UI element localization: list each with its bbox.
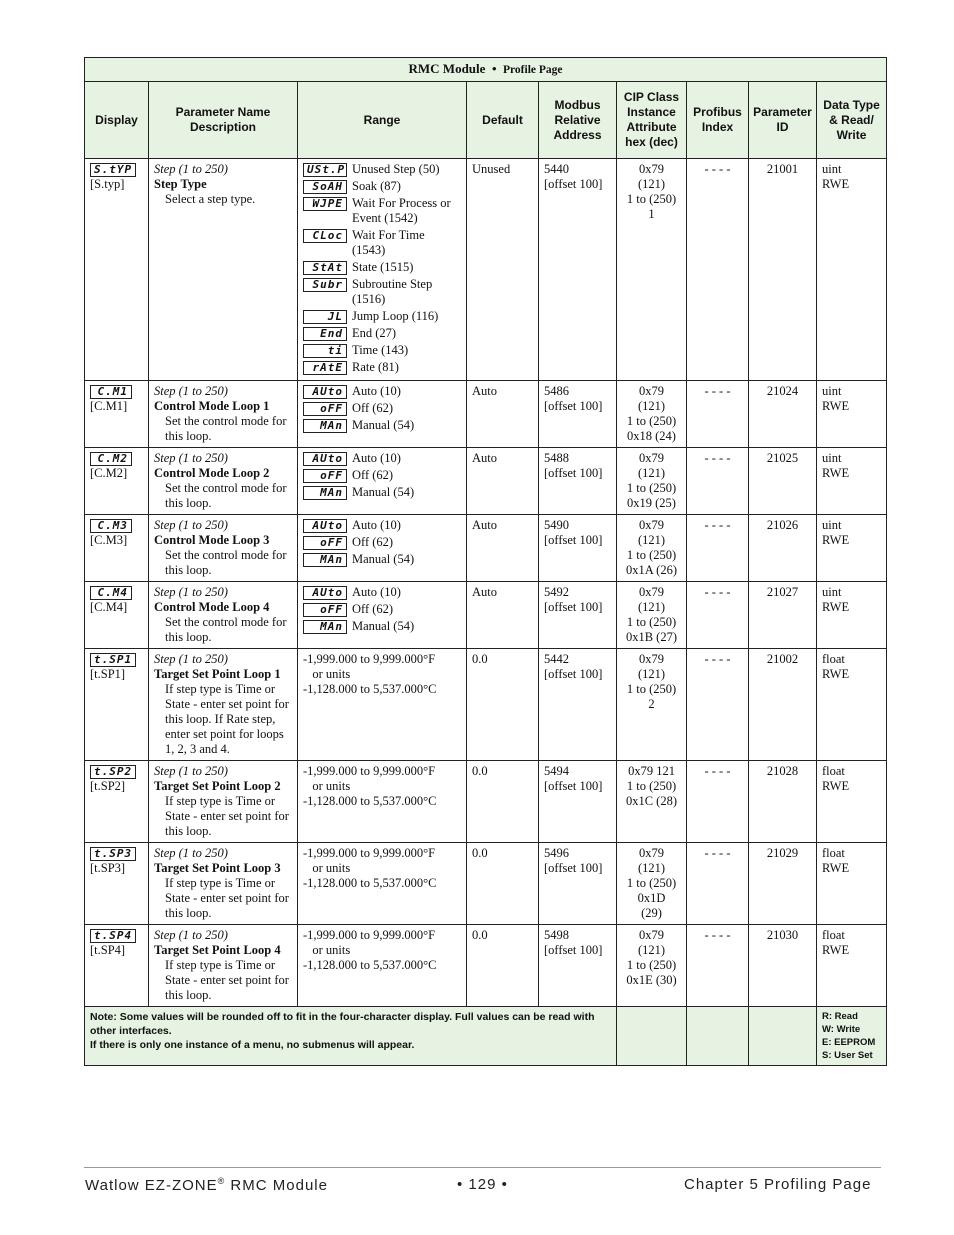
cip-cell: 0x79 (121) 1 to (250) 0x1D (29) — [617, 843, 687, 925]
modbus-cell — [539, 843, 617, 925]
data-type-cell: uint RWE — [817, 381, 887, 448]
range-option — [303, 619, 461, 634]
step-range: Step (1 to 250) — [154, 764, 228, 778]
range-option — [303, 485, 461, 500]
param-name: Control Mode Loop 4 — [154, 600, 270, 614]
modbus-cell — [539, 381, 617, 448]
range-option — [303, 585, 461, 600]
display-cell — [85, 843, 149, 925]
range-option — [303, 228, 461, 258]
range-option-text: Auto (10) — [352, 518, 401, 532]
step-range: Step (1 to 250) — [154, 162, 228, 176]
range-option — [303, 552, 461, 567]
display-abbrev: [S.typ] — [90, 177, 125, 192]
param-name: Target Set Point Loop 2 — [154, 779, 281, 793]
data-type-cell: uint RWE — [817, 448, 887, 515]
profibus-cell: - - - - — [687, 761, 749, 843]
col-modbus: Modbus Relative Address — [539, 82, 617, 159]
range-option-text: Off (62) — [352, 468, 394, 482]
note-row — [85, 1007, 887, 1066]
range-option-text: Auto (10) — [352, 384, 401, 398]
parameter-table — [84, 57, 887, 1066]
default-cell: 0.0 — [467, 649, 539, 761]
display-abbrev: [C.M4] — [90, 600, 128, 615]
cip-cell: 0x79 121 1 to (250) 0x1C (28) — [617, 761, 687, 843]
cip-cell: 0x79 (121) 1 to (250) 0x1E (30) — [617, 925, 687, 1007]
range-option — [303, 326, 461, 341]
range-option — [303, 343, 461, 358]
table-body — [85, 159, 887, 1007]
param-cell — [149, 843, 298, 925]
modbus-cell — [539, 925, 617, 1007]
param-id-cell: 21028 — [749, 761, 817, 843]
lcd-option-code: MAn — [303, 486, 347, 500]
table-row — [85, 649, 887, 761]
rwe-legend: R: Read W: Write E: EEPROM S: User Set — [817, 1007, 887, 1066]
param-name: Target Set Point Loop 1 — [154, 667, 281, 681]
profibus-cell: - - - - — [687, 649, 749, 761]
range-cell — [298, 381, 467, 448]
range-option — [303, 468, 461, 483]
note-line-2: If there is only one instance of a menu, no submenus will appear. — [90, 1039, 415, 1051]
range-cell — [298, 159, 467, 381]
display-cell — [85, 159, 149, 381]
range-cell — [298, 515, 467, 582]
display-abbrev: [t.SP1] — [90, 667, 126, 682]
display-abbrev: [C.M2] — [90, 466, 128, 481]
range-option — [303, 451, 461, 466]
default-cell: 0.0 — [467, 843, 539, 925]
col-param-id: Parameter ID — [749, 82, 817, 159]
col-data-type: Data Type & Read/ Write — [817, 82, 887, 159]
param-desc: Select a step type. — [165, 192, 256, 206]
col-profibus: Profibus Index — [687, 82, 749, 159]
step-range: Step (1 to 250) — [154, 928, 228, 942]
modbus-cell — [539, 582, 617, 649]
lcd-display-code: C.M4 — [90, 586, 132, 600]
default-cell: Auto — [467, 381, 539, 448]
param-id-cell: 21030 — [749, 925, 817, 1007]
range-option-text: Auto (10) — [352, 585, 401, 599]
display-cell — [85, 448, 149, 515]
profibus-cell: - - - - — [687, 381, 749, 448]
range-option-text: Manual (54) — [352, 552, 415, 566]
profibus-cell: - - - - — [687, 925, 749, 1007]
table-row — [85, 381, 887, 448]
param-name: Control Mode Loop 1 — [154, 399, 270, 413]
lcd-option-code: AUto — [303, 586, 347, 600]
param-desc: Set the control mode for this loop. — [165, 615, 287, 644]
modbus-cell — [539, 159, 617, 381]
profibus-cell: - - - - — [687, 582, 749, 649]
display-abbrev: [C.M3] — [90, 533, 128, 548]
lcd-display-code: C.M3 — [90, 519, 132, 533]
footer-brand — [85, 1176, 328, 1194]
range-option — [303, 602, 461, 617]
range-option-text: Wait For Time (1543) — [352, 228, 425, 257]
lcd-option-code: MAn — [303, 419, 347, 433]
footer-divider — [84, 1167, 881, 1168]
param-cell — [149, 761, 298, 843]
modbus-address: 5494 — [544, 764, 569, 778]
param-desc: If step type is Time or State - enter set point for this loop. If Rate step, enter set point for loops 1, 2, 3 and 4. — [165, 682, 289, 756]
note-empty-profibus — [687, 1007, 749, 1066]
range-option-text: State (1515) — [352, 260, 414, 274]
param-desc: If step type is Time or State - enter set point for this loop. — [165, 876, 289, 920]
lcd-option-code: AUto — [303, 452, 347, 466]
lcd-option-code: StAt — [303, 261, 347, 275]
range-cell — [298, 582, 467, 649]
table-row — [85, 515, 887, 582]
col-display: Display — [85, 82, 149, 159]
modbus-address: 5488 — [544, 451, 569, 465]
range-option-text: Wait For Process or Event (1542) — [352, 196, 451, 225]
footer-brand-name: Watlow EZ-ZONE — [85, 1177, 218, 1194]
footer-registered-mark: ® — [217, 1176, 226, 1186]
table-title — [85, 58, 887, 82]
display-cell — [85, 515, 149, 582]
step-range: Step (1 to 250) — [154, 846, 228, 860]
range-option-text: Soak (87) — [352, 179, 401, 193]
profibus-cell: - - - - — [687, 515, 749, 582]
data-type-cell: float RWE — [817, 761, 887, 843]
modbus-address: 5498 — [544, 928, 569, 942]
range-option-text: Auto (10) — [352, 451, 401, 465]
default-cell: 0.0 — [467, 761, 539, 843]
range-option-text: Manual (54) — [352, 485, 415, 499]
col-range: Range — [298, 82, 467, 159]
title-bullet: • — [491, 61, 497, 76]
step-range: Step (1 to 250) — [154, 518, 228, 532]
profibus-cell: - - - - — [687, 159, 749, 381]
lcd-option-code: CLoc — [303, 229, 347, 243]
modbus-address: 5442 — [544, 652, 569, 666]
modbus-offset: [offset 100] — [544, 600, 603, 614]
display-cell — [85, 925, 149, 1007]
modbus-offset: [offset 100] — [544, 177, 603, 191]
cip-cell: 0x79 (121) 1 to (250) 2 — [617, 649, 687, 761]
param-name: Target Set Point Loop 3 — [154, 861, 281, 875]
range-option-text: Off (62) — [352, 535, 394, 549]
lcd-option-code: oFF — [303, 603, 347, 617]
range-option — [303, 418, 461, 433]
range-option — [303, 162, 461, 177]
data-type-cell: float RWE — [817, 925, 887, 1007]
modbus-cell — [539, 649, 617, 761]
modbus-offset: [offset 100] — [544, 943, 603, 957]
param-id-cell: 21027 — [749, 582, 817, 649]
cip-cell: 0x79 (121) 1 to (250) 0x18 (24) — [617, 381, 687, 448]
lcd-option-code: End — [303, 327, 347, 341]
param-name: Target Set Point Loop 4 — [154, 943, 281, 957]
param-desc: If step type is Time or State - enter set point for this loop. — [165, 794, 289, 838]
lcd-display-code: S.tYP — [90, 163, 136, 177]
range-option-text: Unused Step (50) — [352, 162, 440, 176]
range-option-text: Jump Loop (116) — [352, 309, 439, 323]
param-desc: Set the control mode for this loop. — [165, 414, 287, 443]
display-abbrev: [t.SP4] — [90, 943, 126, 958]
lcd-option-code: SoAH — [303, 180, 347, 194]
display-cell — [85, 761, 149, 843]
lcd-option-code: USt.P — [303, 163, 347, 177]
range-cell — [298, 843, 467, 925]
modbus-offset: [offset 100] — [544, 779, 603, 793]
range-option-text: Manual (54) — [352, 619, 415, 633]
col-cip: CIP Class Instance Attribute hex (dec) — [617, 82, 687, 159]
range-option — [303, 277, 461, 307]
range-option — [303, 309, 461, 324]
param-name: Step Type — [154, 177, 207, 191]
default-cell: Auto — [467, 515, 539, 582]
footer-chapter: Chapter 5 Profiling Page — [684, 1176, 872, 1193]
lcd-option-code: oFF — [303, 536, 347, 550]
modbus-cell — [539, 515, 617, 582]
display-abbrev: [t.SP3] — [90, 861, 126, 876]
modbus-offset: [offset 100] — [544, 667, 603, 681]
col-default: Default — [467, 82, 539, 159]
modbus-offset: [offset 100] — [544, 399, 603, 413]
lcd-option-code: ti — [303, 344, 347, 358]
lcd-display-code: t.SP1 — [90, 653, 136, 667]
step-range: Step (1 to 250) — [154, 652, 228, 666]
param-cell — [149, 515, 298, 582]
module-title: RMC Module — [408, 61, 486, 76]
modbus-offset: [offset 100] — [544, 466, 603, 480]
param-desc: Set the control mode for this loop. — [165, 481, 287, 510]
range-option-text: Subroutine Step (1516) — [352, 277, 433, 306]
modbus-address: 5440 — [544, 162, 569, 176]
profibus-cell: - - - - — [687, 843, 749, 925]
footer-product: RMC Module — [225, 1177, 328, 1194]
lcd-option-code: MAn — [303, 620, 347, 634]
page-subtitle: Profile Page — [503, 64, 563, 76]
param-id-cell: 21002 — [749, 649, 817, 761]
lcd-option-code: oFF — [303, 402, 347, 416]
table-row — [85, 159, 887, 381]
range-option — [303, 401, 461, 416]
range-text: -1,999.000 to 9,999.000°F or units -1,128.000 to 5,537.000°C — [303, 652, 437, 696]
cip-cell: 0x79 (121) 1 to (250) 0x1A (26) — [617, 515, 687, 582]
modbus-address: 5490 — [544, 518, 569, 532]
modbus-address: 5492 — [544, 585, 569, 599]
param-id-cell: 21026 — [749, 515, 817, 582]
display-cell — [85, 649, 149, 761]
footer-page-number: • 129 • — [457, 1176, 508, 1193]
lcd-option-code: JL — [303, 310, 347, 324]
modbus-cell — [539, 761, 617, 843]
note-cell — [85, 1007, 617, 1066]
step-range: Step (1 to 250) — [154, 451, 228, 465]
range-cell — [298, 761, 467, 843]
range-option — [303, 535, 461, 550]
param-cell — [149, 448, 298, 515]
modbus-cell — [539, 448, 617, 515]
param-cell — [149, 582, 298, 649]
data-type-cell: uint RWE — [817, 515, 887, 582]
range-text: -1,999.000 to 9,999.000°F or units -1,128.000 to 5,537.000°C — [303, 846, 437, 890]
range-option — [303, 384, 461, 399]
modbus-offset: [offset 100] — [544, 861, 603, 875]
range-cell — [298, 448, 467, 515]
lcd-option-code: WJPE — [303, 197, 347, 211]
modbus-address: 5496 — [544, 846, 569, 860]
default-cell: Unused — [467, 159, 539, 381]
display-abbrev: [t.SP2] — [90, 779, 126, 794]
lcd-display-code: C.M2 — [90, 452, 132, 466]
range-option-text: End (27) — [352, 326, 397, 340]
range-option-text: Rate (81) — [352, 360, 399, 374]
table-row — [85, 582, 887, 649]
data-type-cell: float RWE — [817, 843, 887, 925]
lcd-display-code: t.SP3 — [90, 847, 136, 861]
param-desc: Set the control mode for this loop. — [165, 548, 287, 577]
param-id-cell: 21001 — [749, 159, 817, 381]
cip-cell: 0x79 (121) 1 to (250) 0x1B (27) — [617, 582, 687, 649]
display-abbrev: [C.M1] — [90, 399, 128, 414]
param-id-cell: 21029 — [749, 843, 817, 925]
display-cell — [85, 381, 149, 448]
table-row — [85, 843, 887, 925]
range-option-text: Off (62) — [352, 401, 394, 415]
modbus-address: 5486 — [544, 384, 569, 398]
table-row — [85, 448, 887, 515]
display-cell — [85, 582, 149, 649]
data-type-cell: uint RWE — [817, 159, 887, 381]
default-cell: Auto — [467, 582, 539, 649]
param-id-cell: 21024 — [749, 381, 817, 448]
range-text: -1,999.000 to 9,999.000°F or units -1,128.000 to 5,537.000°C — [303, 928, 437, 972]
range-option-text: Time (143) — [352, 343, 409, 357]
table-row — [85, 761, 887, 843]
col-param-name: Parameter Name Description — [149, 82, 298, 159]
lcd-option-code: AUto — [303, 519, 347, 533]
lcd-display-code: t.SP4 — [90, 929, 136, 943]
lcd-option-code: MAn — [303, 553, 347, 567]
range-cell — [298, 925, 467, 1007]
param-cell — [149, 925, 298, 1007]
note-empty-cip — [617, 1007, 687, 1066]
data-type-cell: uint RWE — [817, 582, 887, 649]
range-option — [303, 260, 461, 275]
column-header-row — [85, 82, 887, 159]
range-option — [303, 196, 461, 226]
param-cell — [149, 649, 298, 761]
range-cell — [298, 649, 467, 761]
cip-cell: 0x79 (121) 1 to (250) 0x19 (25) — [617, 448, 687, 515]
param-name: Control Mode Loop 2 — [154, 466, 270, 480]
default-cell: 0.0 — [467, 925, 539, 1007]
lcd-option-code: AUto — [303, 385, 347, 399]
range-option-text: Manual (54) — [352, 418, 415, 432]
cip-cell: 0x79 (121) 1 to (250) 1 — [617, 159, 687, 381]
step-range: Step (1 to 250) — [154, 585, 228, 599]
range-option — [303, 518, 461, 533]
range-option-text: Off (62) — [352, 602, 394, 616]
lcd-option-code: Subr — [303, 278, 347, 292]
lcd-option-code: oFF — [303, 469, 347, 483]
param-desc: If step type is Time or State - enter set point for this loop. — [165, 958, 289, 1002]
modbus-offset: [offset 100] — [544, 533, 603, 547]
lcd-display-code: C.M1 — [90, 385, 132, 399]
profibus-cell: - - - - — [687, 448, 749, 515]
step-range: Step (1 to 250) — [154, 384, 228, 398]
lcd-display-code: t.SP2 — [90, 765, 136, 779]
note-line-1: Note: Some values will be rounded off to fit in the four-character display. Full values can be read with other interfaces. — [90, 1011, 595, 1037]
param-cell — [149, 381, 298, 448]
note-empty-param-id — [749, 1007, 817, 1066]
param-name: Control Mode Loop 3 — [154, 533, 270, 547]
param-cell — [149, 159, 298, 381]
range-option — [303, 360, 461, 375]
param-id-cell: 21025 — [749, 448, 817, 515]
table-row — [85, 925, 887, 1007]
range-option — [303, 179, 461, 194]
range-text: -1,999.000 to 9,999.000°F or units -1,128.000 to 5,537.000°C — [303, 764, 437, 808]
data-type-cell: float RWE — [817, 649, 887, 761]
default-cell: Auto — [467, 448, 539, 515]
lcd-option-code: rAtE — [303, 361, 347, 375]
